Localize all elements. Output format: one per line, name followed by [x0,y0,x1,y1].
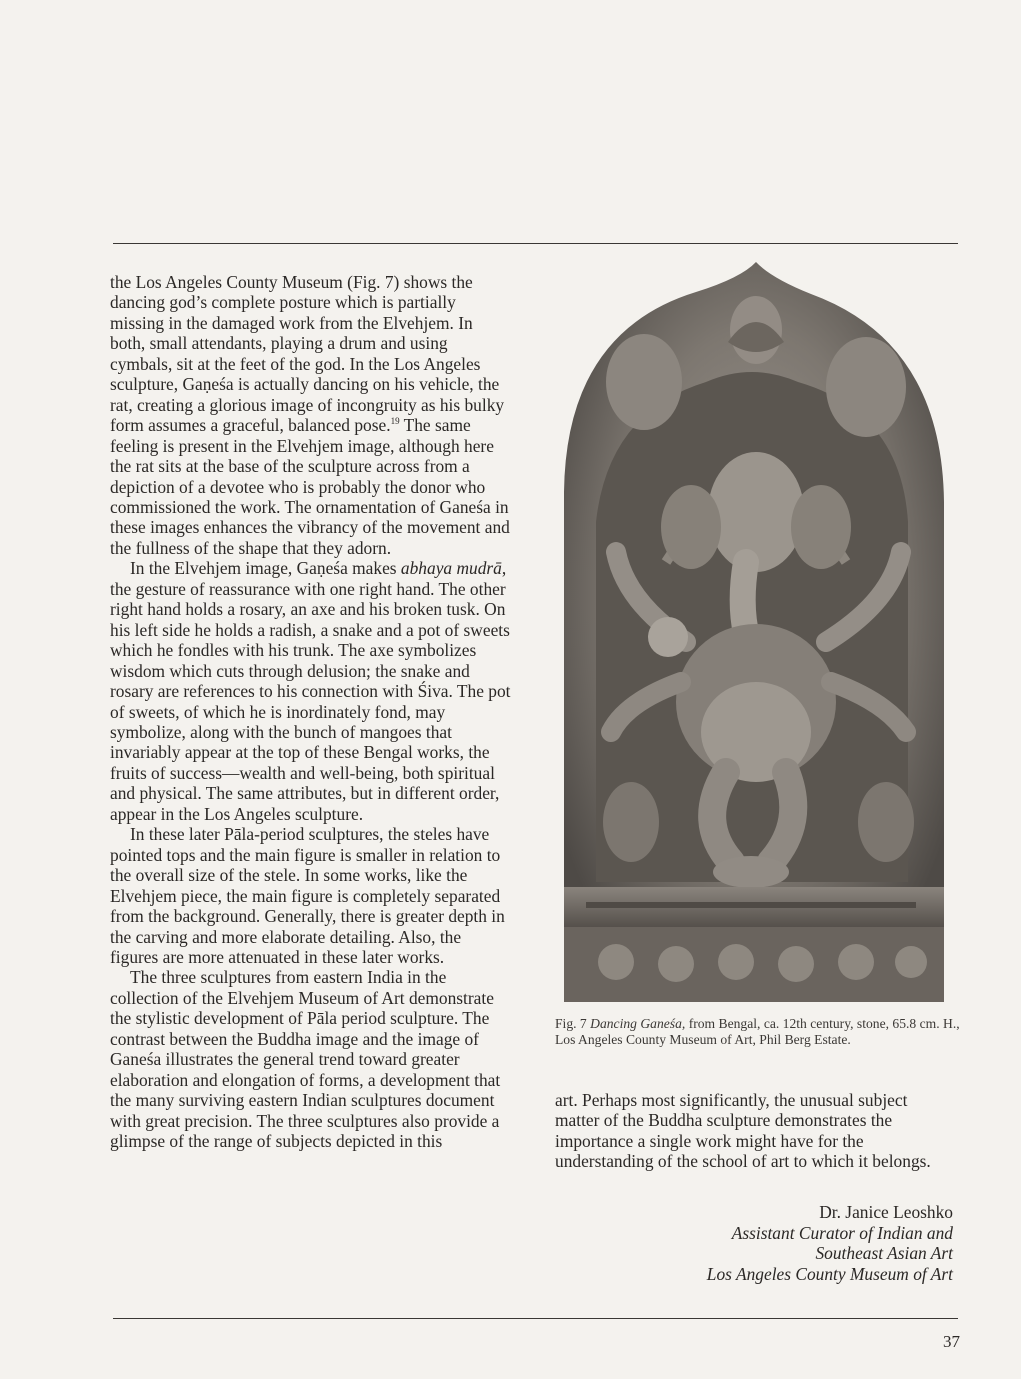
right-text-column [555,1090,955,1172]
paragraph-5: art. Perhaps most significantly, the unusual subject matter of the Buddha sculpture demonstrates the importance a single work might have for the understanding of the school of art to which it belongs. [555,1090,931,1172]
author-signature [553,1202,953,1284]
ganesha-sculpture-photo [556,262,948,1002]
author-institution: Los Angeles County Museum of Art [706,1263,953,1284]
caption-title: Dancing Ganeśa, [590,1016,686,1031]
paragraph-2: In the Elvehjem image, Gaṇeśa makes abhaya mudrā, the gesture of reassurance with one right hand. The other right hand holds a rosary, an axe and his broken tusk. On his left side he holds a radish, a snake and a pot of sweets which he fondles with his trunk. The axe symbolizes wisdom which cuts through delusion; the snake and rosary are references to his connection with Śiva. The pot of sweets, of which he is inordinately fond, may symbolize, along with the bunch of mangoes that invariably appear at the top of these Bengal works, the fruits of success—wealth and well-being, both spiritual and physical. The same attributes, but in different order, appear in the Los Angeles sculpture. [110,558,511,824]
figure-caption: Fig. 7 Dancing Ganeśa, from Bengal, ca. 12th century, stone, 65.8 cm. H., Los Angeles County Museum of Art, Phil Berg Estate. [555,1016,960,1048]
paragraph-4: The three sculptures from eastern India in the collection of the Elvehjem Museum of Art demonstrate the stylistic development of Pāla period sculpture. The contrast between the Buddha image and the image of Ganeśa illustrates the general trend toward greater elaboration and elongation of forms, a development that the many surviving eastern Indian sculptures document with great precision. The three sculptures also provide a glimpse of the range of subjects depicted in this [110,967,501,1152]
footnote-ref: 19 [390,416,400,427]
top-rule [113,243,958,244]
author-name: Dr. Janice Leoshko [819,1202,953,1222]
sanskrit-term: abhaya mudrā [400,558,502,579]
paragraph-3: In these later Pāla-period sculptures, the steles have pointed tops and the main figure is smaller in relation to the overall size of the stele. In some works, like the Elvehjem piece, the main figure is completely separated from the background. Generally, there is greater depth in the carving and more elaborate detailing. Also, the figures are more attenuated in these later works. [110,824,505,967]
left-text-column [110,272,512,1151]
page-number: 37 [943,1332,960,1351]
author-title-line-1: Assistant Curator of Indian and [731,1222,953,1243]
author-title-line-2: Southeast Asian Art [815,1243,953,1264]
bottom-rule [113,1318,958,1319]
paragraph-1: the Los Angeles County Museum (Fig. 7) shows the dancing god’s complete posture which is partially missing in the damaged work from the Elvehjem. In both, small attendants, playing a drum and using cymbals, sit at the feet of the god. In the Los Angeles sculpture, Gaṇeśa is actually dancing on his vehicle, the rat, creating a glorious image of incongruity as his bulky form assumes a graceful, balanced pose.$^{19}$ The same feeling is present in the Elvehjem image, although here the rat sits at the base of the sculpture across from a depiction of a devotee who is probably the donor who commissioned the work. The ornamentation of Ganeśa in these images enhances the vibrancy of the movement and the fullness of the shape that they adorn. [110,272,510,558]
